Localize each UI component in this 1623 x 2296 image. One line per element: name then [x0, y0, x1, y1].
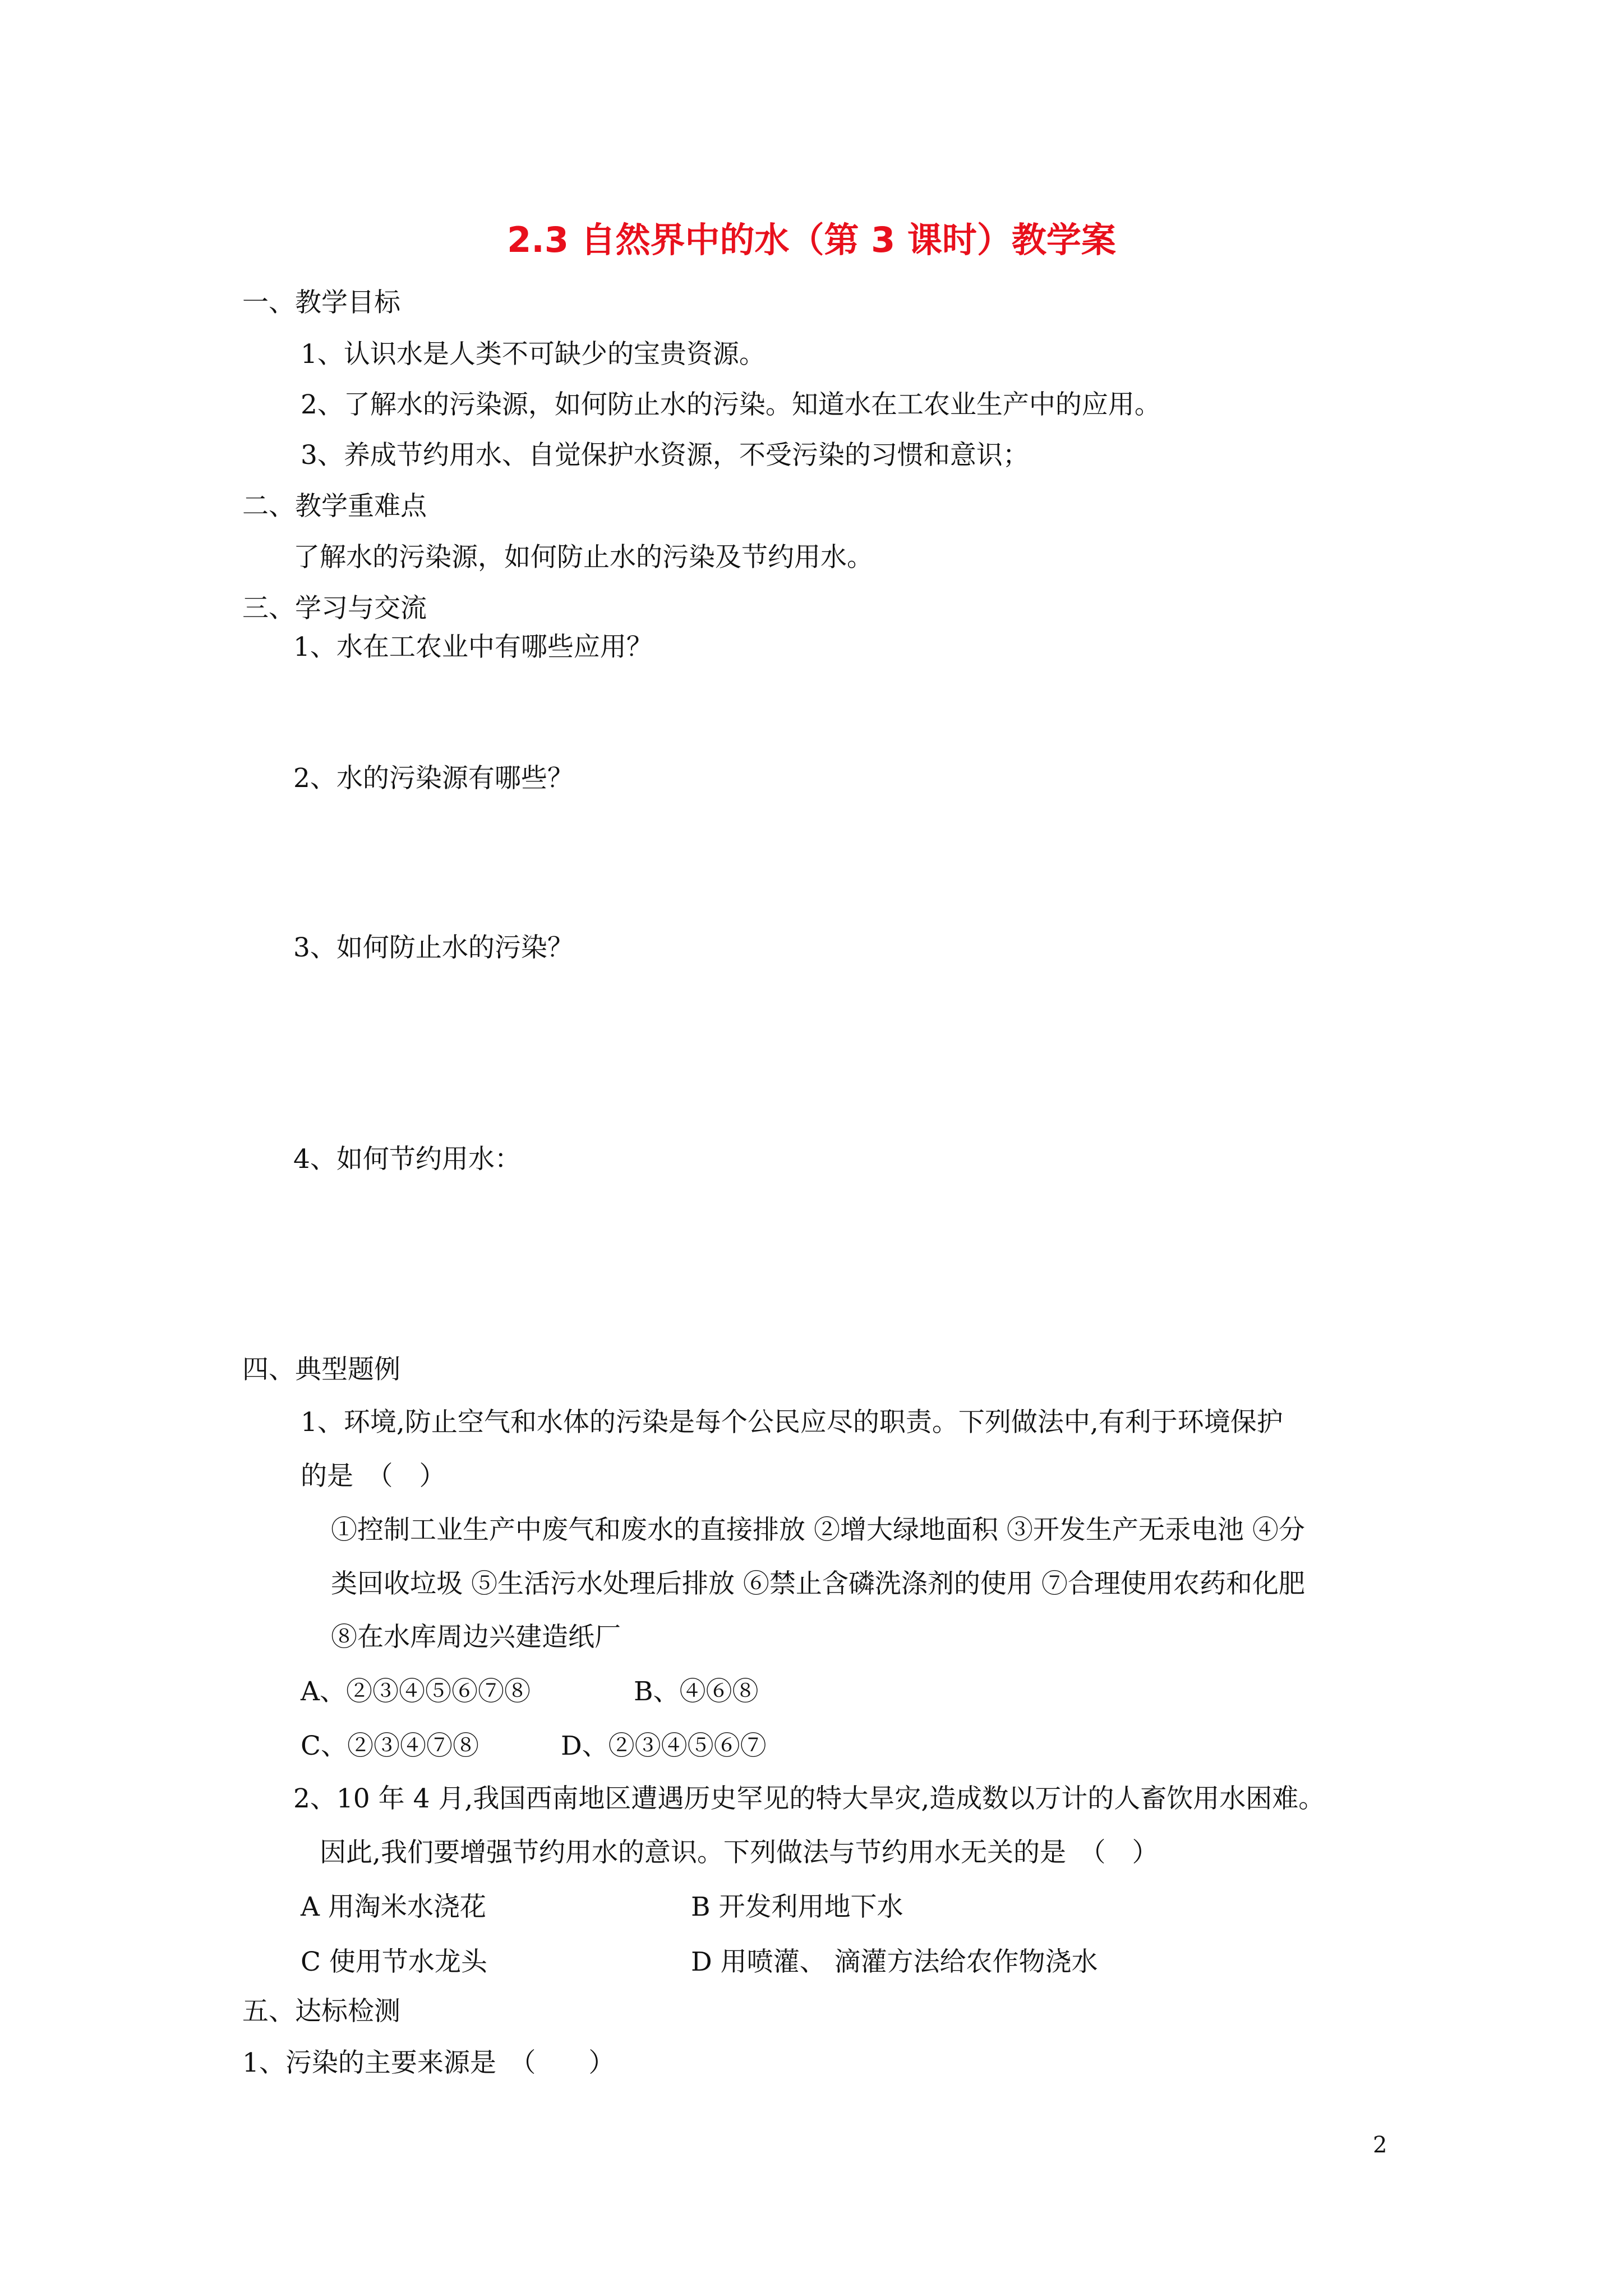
study-question-4: 4、如何节约用水： — [293, 1144, 521, 1175]
section-heading-key-points: 二、教学重难点 — [242, 491, 427, 522]
study-question-1: 1、水在工农业中有哪些应用？ — [293, 632, 653, 662]
section-heading-goals: 一、教学目标 — [242, 287, 400, 318]
study-question-3: 3、如何防止水的污染？ — [293, 932, 574, 963]
example1-choice-c: C、②③④⑦⑧ — [301, 1731, 479, 1761]
example1-stem-line2: 的是 （ ） — [301, 1461, 446, 1492]
goal-item-3: 3、养成节约用水、自觉保护水资源，不受污染的习惯和意识； — [301, 440, 1029, 471]
document-title: 2.3 自然界中的水（第 3 课时）教学案 — [507, 219, 1116, 260]
example1-choice-b: B、④⑥⑧ — [634, 1676, 759, 1707]
page-number: 2 — [1373, 2132, 1387, 2158]
example1-choice-d: D、②③④⑤⑥⑦ — [561, 1731, 767, 1761]
study-question-2: 2、水的污染源有哪些？ — [293, 763, 574, 794]
goal-item-2: 2、了解水的污染源，如何防止水的污染。知道水在工农业生产中的应用。 — [301, 389, 1161, 420]
section-heading-study: 三、学习与交流 — [242, 593, 427, 624]
example1-stem-line1: 1、环境,防止空气和水体的污染是每个公民应尽的职责。下列做法中,有利于环境保护 — [301, 1407, 1283, 1438]
example2-stem-line2: 因此,我们要增强节约用水的意识。下列做法与节约用水无关的是 （ ） — [320, 1837, 1159, 1868]
example1-options-line2: 类回收垃圾 ⑤生活污水处理后排放 ⑥禁止含磷洗涤剂的使用 ⑦合理使用农药和化肥 — [331, 1568, 1305, 1599]
example2-choice-a: A 用淘米水浇花 — [301, 1892, 486, 1922]
key-points-text: 了解水的污染源，如何防止水的污染及节约用水。 — [293, 542, 873, 573]
example1-choice-a: A、②③④⑤⑥⑦⑧ — [301, 1676, 531, 1707]
example2-choice-b: B 开发利用地下水 — [691, 1892, 903, 1922]
goal-item-1: 1、认识水是人类不可缺少的宝贵资源。 — [301, 339, 766, 370]
example2-choice-c: C 使用节水龙头 — [301, 1947, 487, 1977]
check-question-1: 1、污染的主要来源是 （ ） — [242, 2047, 615, 2078]
example2-choice-d: D 用喷灌、 滴灌方法给农作物浇水 — [691, 1947, 1098, 1977]
section-heading-examples: 四、典型题例 — [242, 1354, 400, 1385]
example2-stem-line1: 2、10 年 4 月,我国西南地区遭遇历史罕见的特大旱灾,造成数以万计的人畜饮用水困难。 — [293, 1783, 1325, 1814]
example1-options-line3: ⑧在水库周边兴建造纸厂 — [331, 1622, 621, 1653]
section-heading-check: 五、达标检测 — [242, 1996, 400, 2027]
example1-options-line1: ①控制工业生产中废气和废水的直接排放 ②增大绿地面积 ③开发生产无汞电池 ④分 — [331, 1515, 1305, 1545]
